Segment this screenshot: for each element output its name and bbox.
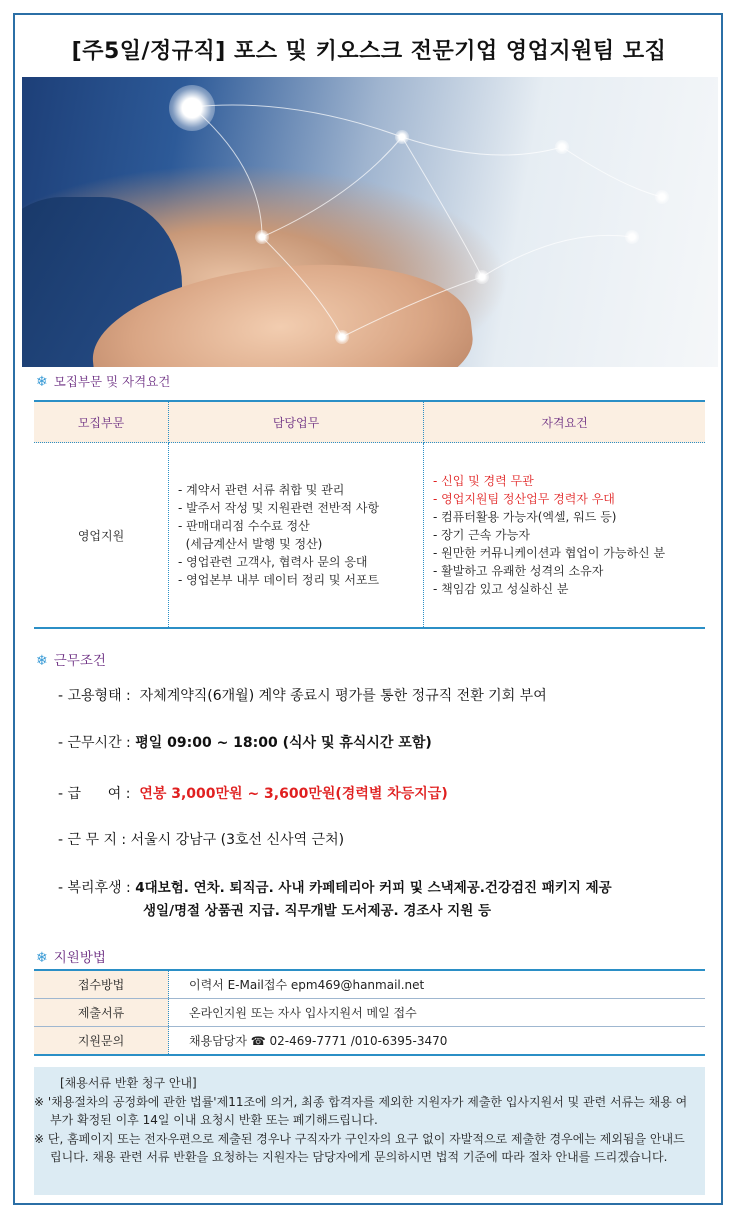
qualification-item: - 컴퓨터활용 가능자(엑셀, 워드 등) <box>433 510 617 524</box>
network-node <box>255 230 269 244</box>
condition-location <box>58 829 344 849</box>
snowflake-icon: ❄ <box>36 950 48 966</box>
section-recruit <box>36 372 170 390</box>
notice-paragraph: ※ 단, 홈페이지 또는 전자우편으로 제출된 경우나 구직자가 구인자의 요구 없이 자발적으로 제출한 경우에는 제외됨을 안내드립니다. 채용 관련 서류 반환을 요청하는 지원자는 담당자에게 문의하시면 법적 기준에 따라 절차 안내를 드리겠습니다. <box>34 1131 685 1164</box>
header-department: 모집부문 <box>34 401 169 443</box>
network-node <box>625 230 639 244</box>
condition-label: - 고용형태 : <box>58 688 131 704</box>
qualifications-cell <box>424 443 706 629</box>
section-conditions <box>36 649 106 669</box>
apply-table <box>34 969 705 1056</box>
table-row <box>34 970 705 999</box>
notice-box <box>34 1067 705 1195</box>
condition-value: 4대보험. 연차. 퇴직금. 사내 카페테리아 커피 및 스낵제공.건강검진 패키지 제공 <box>135 880 612 896</box>
condition-label: - 급 여 : <box>58 786 131 802</box>
duty-item: - 계약서 관련 서류 취합 및 관리 <box>178 483 345 497</box>
network-node <box>655 190 669 204</box>
section-apply <box>36 946 106 966</box>
section-recruit-label: 모집부문 및 자격요건 <box>53 374 171 389</box>
department-cell: 영업지원 <box>34 443 169 629</box>
condition-value: 생일/명절 상품권 지급. 직무개발 도서제공. 경조사 지원 등 <box>143 903 492 919</box>
condition-label: - 근 무 지 : <box>58 832 127 848</box>
qualification-item: - 책임감 있고 성실하신 분 <box>433 582 569 596</box>
page-title: [주5일/정규직] 포스 및 키오스크 전문기업 영업지원팀 모집 <box>71 39 667 64</box>
condition-label: - 복리후생 : <box>58 880 131 896</box>
header-duties: 담당업무 <box>169 401 424 443</box>
apply-key: 지원문의 <box>34 1027 169 1056</box>
recruit-table <box>34 400 705 629</box>
network-node <box>169 85 215 131</box>
condition-benefits-line2 <box>143 899 491 919</box>
notice-paragraph: ※ '채용절차의 공정화에 관한 법률'제11조에 의거, 최종 합격자를 제외한 지원자가 제출한 입사지원서 및 관련 서류는 채용 여부가 확정된 이후 14일 이내 요청시 반환 또는 폐기해드립니다. <box>34 1094 688 1127</box>
apply-value: 온라인지원 또는 자사 입사지원서 메일 접수 <box>169 999 706 1027</box>
condition-salary <box>58 783 448 803</box>
condition-employment <box>58 685 547 705</box>
table-row <box>34 999 705 1027</box>
apply-key: 제출서류 <box>34 999 169 1027</box>
section-apply-label: 지원방법 <box>53 950 106 966</box>
hero-image <box>22 77 718 367</box>
duty-item: (세금계산서 발행 및 정산) <box>178 537 323 551</box>
snowflake-icon: ❄ <box>36 374 48 390</box>
duties-cell <box>169 443 424 629</box>
condition-hours <box>58 732 432 752</box>
qualification-highlight: - 신입 및 경력 무관 <box>433 474 534 488</box>
table-row <box>34 1027 705 1056</box>
condition-value: 서울시 강남구 (3호선 신사역 근처) <box>130 832 345 848</box>
network-node <box>475 270 489 284</box>
network-node <box>335 330 349 344</box>
qualification-item: - 원만한 커뮤니케이션과 협업이 가능하신 분 <box>433 546 666 560</box>
duty-item: - 영업관련 고객사, 협력사 문의 응대 <box>178 555 368 569</box>
snowflake-icon: ❄ <box>36 653 48 669</box>
duty-item: - 판매대리점 수수료 정산 <box>178 519 310 533</box>
apply-value: 이력서 E-Mail접수 epm469@hanmail.net <box>169 970 706 999</box>
condition-value: 자체계약직(6개월) 계약 종료시 평가를 통한 정규직 전환 기회 부여 <box>139 688 547 704</box>
qualification-item: - 활발하고 유쾌한 성격의 소유자 <box>433 564 604 578</box>
condition-label: - 근무시간 : <box>58 735 131 751</box>
network-node <box>555 140 569 154</box>
apply-key: 접수방법 <box>34 970 169 999</box>
condition-value: 연봉 3,000만원 ~ 3,600만원(경력별 차등지급) <box>139 786 448 802</box>
duty-item: - 발주서 작성 및 지원관련 전반적 사항 <box>178 501 380 515</box>
qualification-item: - 장기 근속 가능자 <box>433 528 530 542</box>
qualification-highlight: - 영업지원팀 정산업무 경력자 우대 <box>433 492 615 506</box>
network-lines <box>22 77 718 367</box>
network-node <box>395 130 409 144</box>
notice-title: [채용서류 반환 청구 안내] <box>60 1076 197 1090</box>
condition-benefits <box>58 876 612 897</box>
apply-value: 채용담당자 ☎ 02-469-7771 /010-6395-3470 <box>169 1027 706 1056</box>
section-conditions-label: 근무조건 <box>53 653 106 669</box>
duty-item: - 영업본부 내부 데이터 정리 및 서포트 <box>178 573 380 587</box>
header-qualifications: 자격요건 <box>424 401 706 443</box>
condition-value: 평일 09:00 ~ 18:00 (식사 및 휴식시간 포함) <box>135 735 432 751</box>
